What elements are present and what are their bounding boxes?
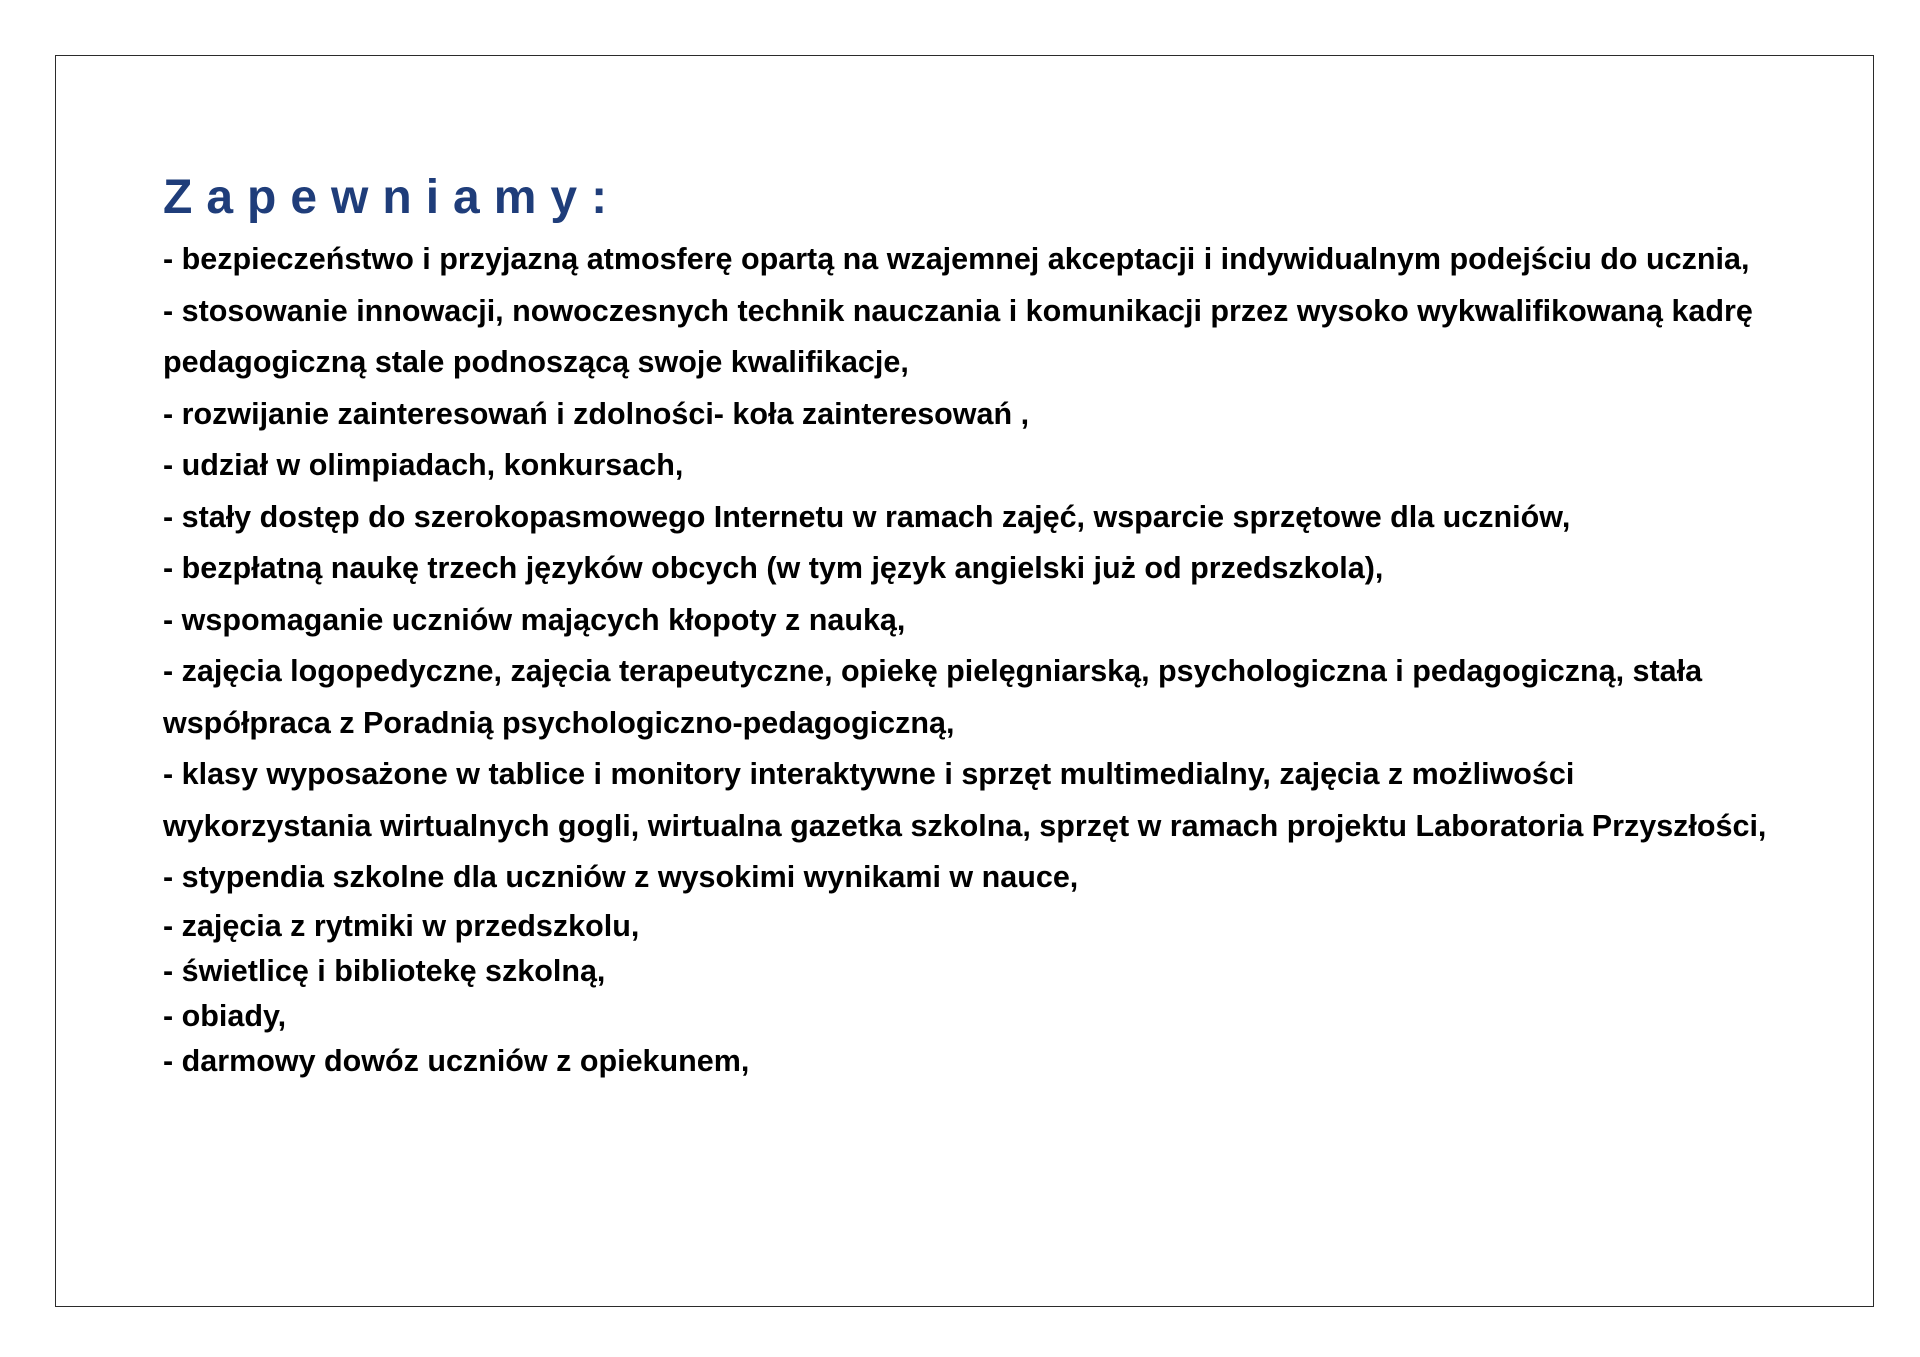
list-item: - wspomaganie uczniów mających kłopoty z nauką, <box>163 602 906 637</box>
list-item: - zajęcia logopedyczne, zajęcia terapeutyczne, opiekę pielęgniarską, psychologiczna i pedagogiczną, stała współpraca z Poradnią psychologiczno-pedagogiczną, <box>163 654 1703 740</box>
document-content <box>163 168 1773 1084</box>
list-item: - obiady, <box>163 998 287 1033</box>
list-item: - stypendia szkolne dla uczniów z wysokimi wynikami w nauce, <box>163 860 1079 894</box>
list-item: - bezpieczeństwo i przyjazną atmosferę opartą na wzajemnej akceptacji i indywidualnym podejściu do ucznia, <box>163 242 1750 276</box>
page-title: Zapewniamy: <box>163 171 622 224</box>
list-item: - udział w olimpiadach, konkursach, <box>163 448 684 482</box>
list-item: - bezpłatną naukę trzech języków obcych (w tym język angielski już od przedszkola), <box>163 551 1384 585</box>
list-item: - darmowy dowóz uczniów z opiekunem, <box>163 1043 750 1078</box>
list-item: - świetlicę i bibliotekę szkolną, <box>163 953 606 988</box>
list-item: - stosowanie innowacji, nowoczesnych technik nauczania i komunikacji przez wysoko wykwalifikowaną kadrę pedagogiczną stale podnoszącą swoje kwalifikacje, <box>163 293 1753 379</box>
list-item: - klasy wyposażone w tablice i monitory interaktywne i sprzęt multimedialny, zajęcia z możliwości wykorzystania wirtualnych gogli, wirtualna gazetka szkolna, sprzęt w ramach projektu Laboratoria Przyszłości, <box>163 757 1767 843</box>
list-item: - stały dostęp do szerokopasmowego Internetu w ramach zajęć, wsparcie sprzętowe dla uczniów, <box>163 499 1571 534</box>
list-item: - rozwijanie zainteresowań i zdolności- koła zainteresowań , <box>163 396 1030 431</box>
offer-list <box>163 234 1773 1084</box>
list-item: - zajęcia z rytmiki w przedszkolu, <box>163 908 640 943</box>
